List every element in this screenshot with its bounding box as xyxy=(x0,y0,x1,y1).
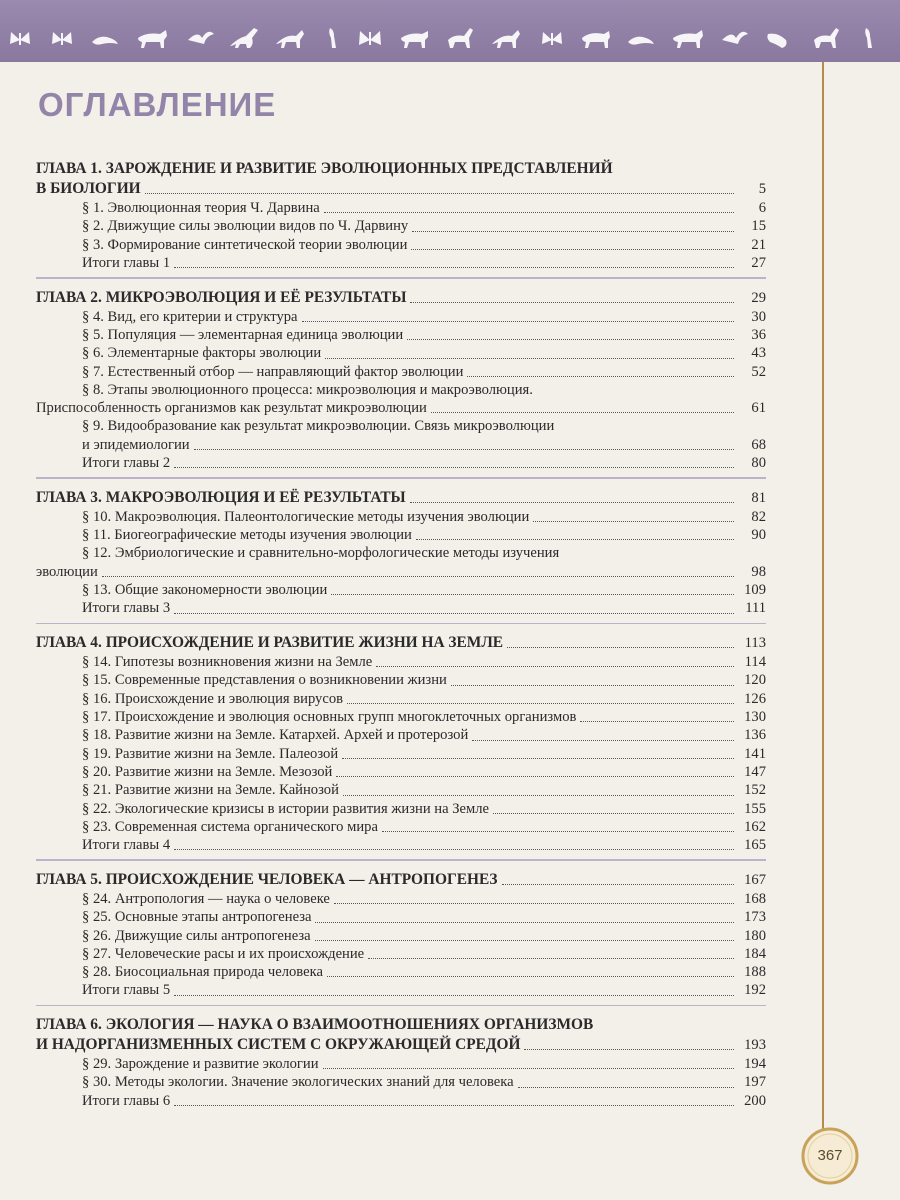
mammal-icon xyxy=(401,31,428,48)
entry-title: § 26. Движущие силы антропогенеза xyxy=(82,927,311,944)
entry-title: Итоги главы 3 xyxy=(82,600,171,617)
entry-title: § 17. Происхождение и эволюция основных групп многоклеточных организмов xyxy=(82,709,577,726)
dot-leader xyxy=(502,884,734,885)
chapter-heading[interactable] xyxy=(36,488,766,508)
page-ref: 98 xyxy=(751,563,766,580)
dot-leader xyxy=(342,758,734,759)
dot-leader xyxy=(315,940,734,941)
page-ref: 152 xyxy=(744,782,766,799)
dot-leader xyxy=(376,666,734,667)
page-ref: 52 xyxy=(751,363,766,380)
entry-title: § 14. Гипотезы возникновения жизни на Земле xyxy=(82,654,373,671)
section-entry[interactable] xyxy=(36,945,766,963)
section-entry[interactable] xyxy=(36,581,766,599)
section-entry[interactable] xyxy=(36,927,766,945)
section-entry[interactable] xyxy=(36,653,766,671)
chapter-summary[interactable] xyxy=(36,981,766,999)
entry-title: § 7. Естественный отбор — направляющий фактор эволюции xyxy=(82,363,464,380)
entry-title: Итоги главы 5 xyxy=(82,982,171,999)
mammal-icon xyxy=(448,28,473,48)
entry-title: § 6. Элементарные факторы эволюции xyxy=(82,345,322,362)
page-ref: 165 xyxy=(744,837,766,854)
entry-title: § 25. Основные этапы антропогенеза xyxy=(82,909,312,926)
section-entry[interactable] xyxy=(36,745,766,763)
section-entry[interactable] xyxy=(36,308,766,326)
lizard-icon xyxy=(628,37,654,45)
page-ref: 168 xyxy=(744,890,766,907)
dot-leader xyxy=(467,376,734,377)
dinosaur-icon xyxy=(230,28,258,48)
chapter-title-line: ГЛАВА 1. ЗАРОЖДЕНИЕ И РАЗВИТИЕ ЭВОЛЮЦИОННЫХ ПРЕДСТАВЛЕНИЙ xyxy=(36,160,613,177)
bird-icon xyxy=(188,32,214,44)
section-entry[interactable] xyxy=(36,781,766,799)
page-ref: 43 xyxy=(751,345,766,362)
decorative-header-band xyxy=(0,0,900,62)
dot-leader xyxy=(145,193,734,194)
entry-title: ГЛАВА 4. ПРОИСХОЖДЕНИЕ И РАЗВИТИЕ ЖИЗНИ НА ЗЕМЛЕ xyxy=(36,634,504,652)
margin-rule xyxy=(822,62,824,1152)
entry-title: § 27. Человеческие расы и их происхождение xyxy=(82,945,365,962)
section-entry[interactable] xyxy=(36,236,766,254)
section-entry[interactable] xyxy=(36,908,766,926)
entry-title: § 3. Формирование синтетической теории эволюции xyxy=(82,236,408,253)
dot-leader xyxy=(533,521,734,522)
entry-title: § 1. Эволюционная теория Ч. Дарвина xyxy=(82,200,320,216)
chapter-summary[interactable] xyxy=(36,836,766,854)
chapter-heading[interactable] xyxy=(36,633,766,653)
entry-title: § 15. Современные представления о возникновении жизни xyxy=(82,672,447,689)
chapter-heading[interactable] xyxy=(36,288,766,308)
entry-title: и эпидемиологии xyxy=(82,436,190,453)
page-ref: 147 xyxy=(744,763,766,780)
page-number-badge xyxy=(800,1126,860,1186)
entry-title: § 4. Вид, его критерии и структура xyxy=(82,308,298,325)
section-entry[interactable] xyxy=(36,326,766,344)
page-ref: 80 xyxy=(751,455,766,472)
page-ref: 126 xyxy=(744,690,766,707)
section-entry[interactable] xyxy=(36,890,766,908)
page-ref: 21 xyxy=(751,236,766,253)
entry-title: § 20. Развитие жизни на Земле. Мезозой xyxy=(82,763,333,780)
page-ref: 15 xyxy=(751,218,766,235)
page-ref: 136 xyxy=(744,727,766,744)
dot-leader xyxy=(407,339,734,340)
page-ref: 114 xyxy=(744,654,766,671)
dot-leader xyxy=(315,922,734,923)
section-title-last-line[interactable] xyxy=(36,563,766,581)
chapter-title-last-line[interactable] xyxy=(36,1035,766,1055)
mammal-icon xyxy=(814,28,839,48)
animal-silhouettes xyxy=(0,0,900,62)
chapter-summary[interactable] xyxy=(36,454,766,472)
page-ref: 167 xyxy=(744,871,766,888)
section-title-line: § 12. Эмбриологические и сравнительно-морфологические методы изучения xyxy=(82,545,560,562)
page-ref: 130 xyxy=(744,709,766,726)
page-ref: 184 xyxy=(744,945,766,962)
section-title-last-line[interactable] xyxy=(36,399,766,417)
chapter-summary[interactable] xyxy=(36,599,766,617)
entry-title: § 5. Популяция — элементарная единица эволюции xyxy=(82,326,404,343)
page-ref: 180 xyxy=(744,927,766,944)
entry-title: ГЛАВА 3. МАКРОЭВОЛЮЦИЯ И ЕЁ РЕЗУЛЬТАТЫ xyxy=(36,488,406,506)
chapter-heading[interactable] xyxy=(36,870,766,890)
dot-leader xyxy=(174,995,734,996)
chapter-divider xyxy=(36,859,766,861)
section-entry[interactable] xyxy=(36,800,766,818)
page-ref: 155 xyxy=(744,800,766,817)
dot-leader xyxy=(302,321,734,322)
chapter-divider xyxy=(36,1005,766,1007)
page-ref: 61 xyxy=(751,400,766,417)
dot-leader xyxy=(327,976,734,977)
section-entry[interactable] xyxy=(36,344,766,362)
entry-title: § 11. Биогеографические методы изучения эволюции xyxy=(82,527,412,544)
entry-title: § 21. Развитие жизни на Земле. Кайнозой xyxy=(82,782,339,799)
page-ref: 113 xyxy=(744,635,766,652)
entry-title: § 16. Происхождение и эволюция вирусов xyxy=(82,690,344,707)
dot-leader xyxy=(382,831,734,832)
chapter-title-last-line[interactable] xyxy=(36,179,766,199)
page-ref: 36 xyxy=(751,326,766,343)
entry-title: эволюции xyxy=(36,563,98,580)
dot-leader xyxy=(431,412,734,413)
entry-title: § 29. Зарождение и развитие экологии xyxy=(82,1056,319,1073)
page-ref: 162 xyxy=(744,818,766,835)
entry-title: В БИОЛОГИИ xyxy=(36,180,141,197)
entry-title: § 13. Общие закономерности эволюции xyxy=(82,582,328,599)
page-ref: 192 xyxy=(744,982,766,999)
chapter-heading[interactable] xyxy=(36,1015,766,1055)
dot-leader xyxy=(323,1068,735,1069)
section-entry[interactable] xyxy=(36,363,766,381)
entry-title: § 2. Движущие силы эволюции видов по Ч. Дарвину xyxy=(82,218,409,235)
chapter-title-line: ГЛАВА 6. ЭКОЛОГИЯ — НАУКА О ВЗАИМООТНОШЕНИЯХ ОРГАНИЗМОВ xyxy=(36,1016,594,1034)
entry-title: Итоги главы 2 xyxy=(82,455,171,472)
dot-leader xyxy=(174,613,734,614)
chapter-summary[interactable] xyxy=(36,1092,766,1110)
dinosaur-icon xyxy=(276,30,304,48)
entry-title: § 24. Антропология — наука о человеке xyxy=(82,890,330,907)
section-entry[interactable] xyxy=(36,381,766,418)
butterfly-icon xyxy=(359,31,381,45)
page-ref: 6 xyxy=(758,200,766,216)
entry-title: § 18. Развитие жизни на Земле. Катархей. Архей и протерозой xyxy=(82,727,469,744)
entry-title: ГЛАВА 2. МИКРОЭВОЛЮЦИЯ И ЕЁ РЕЗУЛЬТАТЫ xyxy=(36,288,407,306)
dot-leader xyxy=(343,795,734,796)
dot-leader xyxy=(174,267,734,268)
butterfly-icon xyxy=(10,32,30,45)
entry-title: § 22. Экологические кризисы в истории развития жизни на Земле xyxy=(82,800,489,817)
section-entry[interactable] xyxy=(36,690,766,708)
entry-title: § 28. Биосоциальная природа человека xyxy=(82,964,323,981)
chapter-summary[interactable] xyxy=(36,254,766,272)
page-ref: 111 xyxy=(745,600,766,617)
entry-title: ГЛАВА 5. ПРОИСХОЖДЕНИЕ ЧЕЛОВЕКА — АНТРОПОГЕНЕЗ xyxy=(36,870,498,888)
section-entry[interactable] xyxy=(36,1073,766,1091)
entry-title: § 10. Макроэволюция. Палеонтологические методы изучения эволюции xyxy=(82,508,530,525)
section-entry[interactable] xyxy=(36,963,766,981)
dot-leader xyxy=(580,721,734,722)
section-entry[interactable] xyxy=(36,417,766,454)
section-entry[interactable] xyxy=(36,526,766,544)
section-entry[interactable] xyxy=(36,726,766,744)
butterfly-icon xyxy=(52,32,72,45)
page-ref: 30 xyxy=(751,308,766,325)
page-ref: 141 xyxy=(744,745,766,762)
page-ref: 5 xyxy=(758,181,766,197)
dot-leader xyxy=(102,576,734,577)
entry-title: § 30. Методы экологии. Значение экологических знаний для человека xyxy=(82,1074,514,1091)
mammal-icon xyxy=(582,31,610,48)
page-ref: 27 xyxy=(751,254,766,271)
section-entry[interactable] xyxy=(36,1055,766,1073)
entry-title: Итоги главы 1 xyxy=(82,254,171,271)
entry-title: И НАДОРГАНИЗМЕННЫХ СИСТЕМ С ОКРУЖАЮЩЕЙ СРЕДОЙ xyxy=(36,1036,521,1054)
page-ref: 29 xyxy=(751,289,766,306)
page-number: 367 xyxy=(817,1147,843,1164)
page-ref: 173 xyxy=(744,909,766,926)
chapter-divider xyxy=(36,623,766,625)
section-title-line: § 8. Этапы эволюционного процесса: микроэволюция и макроэволюция. xyxy=(82,381,533,398)
table-of-contents xyxy=(36,150,766,1114)
page-ref: 109 xyxy=(744,582,766,599)
bird-icon xyxy=(329,28,336,48)
lizard-icon xyxy=(767,34,786,48)
mammal-icon xyxy=(673,30,703,48)
mammal-icon xyxy=(138,30,167,48)
dot-leader xyxy=(410,302,734,303)
dot-leader xyxy=(518,1087,734,1088)
page-ref: 188 xyxy=(744,964,766,981)
dot-leader xyxy=(507,647,734,648)
dot-leader xyxy=(347,703,734,704)
dot-leader xyxy=(174,849,734,850)
entry-title: Итоги главы 4 xyxy=(82,837,171,854)
dot-leader xyxy=(411,249,734,250)
entry-title: Итоги главы 6 xyxy=(82,1092,171,1109)
dot-leader xyxy=(331,594,734,595)
section-entry[interactable] xyxy=(36,708,766,726)
page-ref: 197 xyxy=(744,1074,766,1091)
page-ref: 68 xyxy=(751,436,766,453)
chapter-divider xyxy=(36,477,766,479)
dot-leader xyxy=(174,467,734,468)
entry-title: § 19. Развитие жизни на Земле. Палеозой xyxy=(82,745,339,762)
section-title-last-line[interactable] xyxy=(36,436,766,454)
page-ref: 82 xyxy=(751,508,766,525)
section-entry[interactable] xyxy=(36,818,766,836)
dot-leader xyxy=(325,358,734,359)
butterfly-icon xyxy=(542,32,562,45)
dot-leader xyxy=(451,685,734,686)
page-ref: 120 xyxy=(744,672,766,689)
entry-title: Приспособленность организмов как результат микроэволюции xyxy=(36,400,427,417)
page-ref: 81 xyxy=(751,489,766,506)
entry-title: § 23. Современная система органического мира xyxy=(82,818,378,835)
page-ref: 194 xyxy=(744,1056,766,1073)
section-entry[interactable] xyxy=(36,544,766,581)
bird-icon xyxy=(722,32,748,44)
dot-leader xyxy=(524,1049,734,1050)
dot-leader xyxy=(324,212,734,213)
lizard-icon xyxy=(92,37,118,45)
section-entry[interactable] xyxy=(36,763,766,781)
page-ref: 90 xyxy=(751,527,766,544)
dot-leader xyxy=(368,958,734,959)
dot-leader xyxy=(334,903,734,904)
dinosaur-icon xyxy=(492,30,520,48)
dot-leader xyxy=(416,539,734,540)
chapter-divider xyxy=(36,277,766,279)
chapter-heading[interactable] xyxy=(36,159,766,199)
section-title-line: § 9. Видообразование как результат микроэволюции. Связь микроэволюции xyxy=(82,418,555,435)
page-ref: 193 xyxy=(744,1037,766,1054)
page-title: ОГЛАВЛЕНИЕ xyxy=(38,86,277,123)
dot-leader xyxy=(472,740,734,741)
section-entry[interactable] xyxy=(36,199,766,217)
page-ref: 200 xyxy=(744,1092,766,1109)
dot-leader xyxy=(336,776,734,777)
bird-icon xyxy=(865,28,872,48)
section-entry[interactable] xyxy=(36,217,766,235)
section-entry[interactable] xyxy=(36,671,766,689)
dot-leader xyxy=(174,1105,734,1106)
dot-leader xyxy=(493,813,734,814)
section-entry[interactable] xyxy=(36,508,766,526)
dot-leader xyxy=(194,449,734,450)
dot-leader xyxy=(410,502,734,503)
dot-leader xyxy=(412,231,734,232)
